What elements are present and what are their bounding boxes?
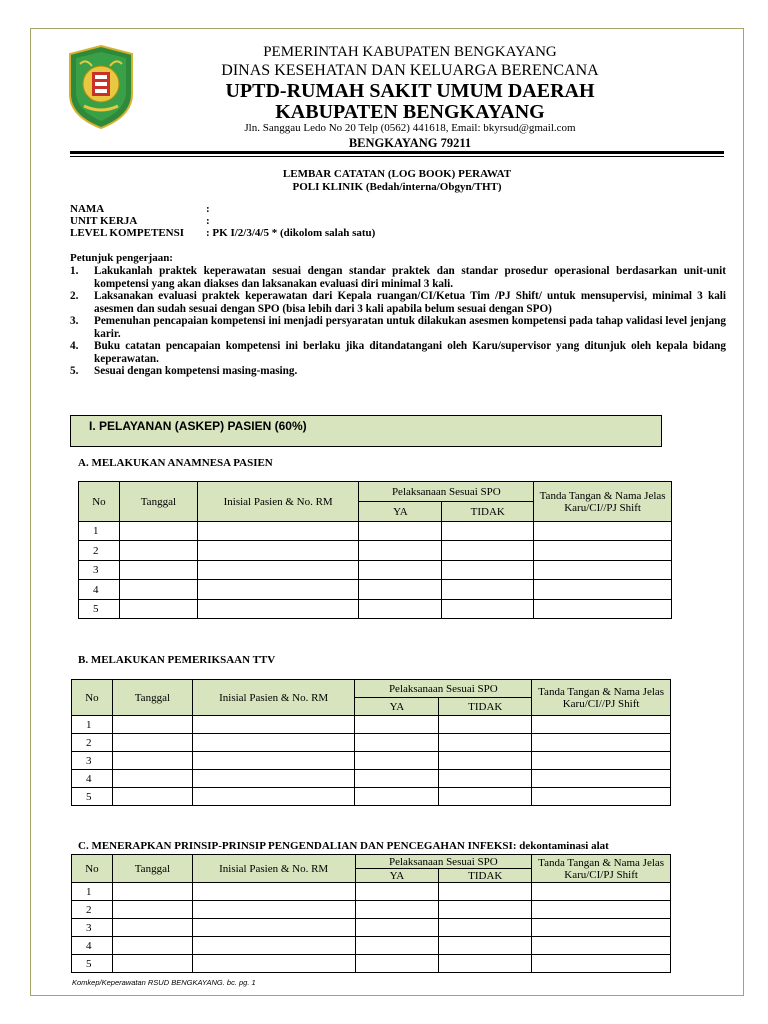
cell-tanda-tangan[interactable] (532, 883, 671, 901)
cell-ya[interactable] (355, 752, 439, 770)
col-header-pelaksanaan: Pelaksanaan Sesuai SPO (359, 482, 534, 502)
instruction-text: Pemenuhan pencapaian kompetensi ini menjadi persyaratan untuk dilakukan asesmen kompetensi pada tahap validasi level jenjang karir. (94, 315, 726, 340)
cell-inisial[interactable] (192, 955, 355, 973)
cell-ya[interactable] (355, 883, 439, 901)
cell-tidak[interactable] (442, 600, 534, 619)
cell-tidak[interactable] (442, 561, 534, 580)
instruction-text: Lakukanlah praktek keperawatan sesuai dengan standar praktek dan standar prosedur operasional berdasarkan unit-unit kompetensi yang akan diakses dan laksanakan evaluasi diri minimal 3 kali. (94, 265, 726, 290)
row-number: 3 (79, 561, 120, 580)
row-number: 5 (79, 600, 120, 619)
instruction-item (70, 265, 726, 290)
table-row (79, 580, 672, 600)
row-number: 2 (72, 901, 113, 919)
cell-ya[interactable] (359, 522, 442, 541)
row-number: 4 (79, 580, 120, 600)
cell-ya[interactable] (355, 955, 439, 973)
row-number: 4 (72, 770, 113, 788)
cell-tanda-tangan[interactable] (534, 541, 672, 561)
row-number: 1 (79, 522, 120, 541)
header-rule-thin (70, 156, 724, 157)
row-number: 4 (72, 937, 113, 955)
table-row (72, 716, 671, 734)
logbook-table-c (71, 854, 671, 973)
col-header-pelaksanaan: Pelaksanaan Sesuai SPO (355, 680, 532, 698)
cell-inisial[interactable] (192, 919, 355, 937)
cell-ya[interactable] (359, 561, 442, 580)
cell-tidak[interactable] (439, 770, 532, 788)
table-row (72, 883, 671, 901)
field-value: : PK I/2/3/4/5 * (dikolom salah satu) (206, 227, 376, 239)
header-regency: KABUPATEN BENGKAYANG (275, 101, 545, 123)
cell-tanggal[interactable] (112, 937, 192, 955)
instruction-number: 3. (70, 315, 79, 327)
header-rule-thick (70, 151, 724, 154)
cell-inisial[interactable] (197, 561, 359, 580)
row-number: 5 (72, 955, 113, 973)
cell-tidak[interactable] (439, 788, 532, 806)
row-number: 3 (72, 919, 113, 937)
row-number: 2 (79, 541, 120, 561)
logbook-table-a (78, 481, 672, 619)
field-value: : (206, 203, 210, 215)
cell-inisial[interactable] (192, 716, 355, 734)
cell-tanda-tangan[interactable] (534, 561, 672, 580)
cell-tidak[interactable] (442, 522, 534, 541)
cell-tanda-tangan[interactable] (532, 752, 671, 770)
col-header-tidak: TIDAK (442, 502, 534, 522)
cell-ya[interactable] (355, 901, 439, 919)
row-number: 1 (72, 883, 113, 901)
col-header-ya: YA (355, 698, 439, 716)
cell-inisial[interactable] (192, 883, 355, 901)
cell-tanggal[interactable] (112, 752, 192, 770)
table-row (72, 937, 671, 955)
cell-tanda-tangan[interactable] (534, 522, 672, 541)
col-header-inisial: Inisial Pasien & No. RM (192, 680, 355, 716)
cell-ya[interactable] (355, 788, 439, 806)
col-header-pelaksanaan: Pelaksanaan Sesuai SPO (355, 855, 532, 869)
header-department: DINAS KESEHATAN DAN KELUARGA BERENCANA (221, 62, 599, 79)
cell-inisial[interactable] (197, 580, 359, 600)
field-label: LEVEL KOMPETENSI (70, 227, 185, 239)
cell-tidak[interactable] (439, 734, 532, 752)
cell-ya[interactable] (355, 734, 439, 752)
table-row (72, 901, 671, 919)
cell-tanggal[interactable] (112, 955, 192, 973)
col-header-inisial: Inisial Pasien & No. RM (197, 482, 359, 522)
row-number: 3 (72, 752, 113, 770)
cell-tanggal[interactable] (112, 716, 192, 734)
cell-tanggal[interactable] (112, 788, 192, 806)
cell-inisial[interactable] (197, 522, 359, 541)
cell-tanda-tangan[interactable] (532, 770, 671, 788)
table-row (72, 752, 671, 770)
subsection-title-b: B. MELAKUKAN PEMERIKSAAN TTV (78, 654, 276, 666)
cell-tanggal[interactable] (112, 734, 192, 752)
cell-ya[interactable] (355, 770, 439, 788)
instruction-number: 5. (70, 365, 79, 377)
col-header-no: No (72, 680, 113, 716)
cell-tanda-tangan[interactable] (532, 919, 671, 937)
document-title: LEMBAR CATATAN (LOG BOOK) PERAWAT (282, 168, 512, 180)
field-value: : (206, 215, 210, 227)
cell-tanggal[interactable] (119, 541, 197, 561)
header-city: BENGKAYANG 79211 (348, 136, 472, 150)
header-address: Jln. Sanggau Ledo No 20 Telp (0562) 441618, Email: bkyrsud@gmail.com (244, 122, 576, 134)
col-header-no: No (72, 855, 113, 883)
table-row (72, 788, 671, 806)
section-heading-pelayanan: I. PELAYANAN (ASKEP) PASIEN (60%) (70, 415, 662, 447)
cell-tanggal[interactable] (112, 770, 192, 788)
row-number: 5 (72, 788, 113, 806)
col-header-tanda-tangan: Tanda Tangan & Nama Jelas Karu/CI/PJ Shift (532, 855, 671, 883)
cell-ya[interactable] (359, 580, 442, 600)
cell-tanda-tangan[interactable] (532, 955, 671, 973)
instructions-list (70, 265, 726, 378)
page-footer: Komkep/Keperawatan RSUD BENGKAYANG. bc. pg. 1 (72, 978, 256, 987)
cell-inisial[interactable] (197, 541, 359, 561)
cell-tanggal[interactable] (119, 580, 197, 600)
cell-tanda-tangan[interactable] (532, 716, 671, 734)
table-row (79, 600, 672, 619)
cell-inisial[interactable] (192, 734, 355, 752)
instruction-text: Sesuai dengan kompetensi masing-masing. (94, 365, 298, 377)
instruction-number: 2. (70, 290, 79, 302)
cell-ya[interactable] (359, 600, 442, 619)
field-nama (70, 203, 210, 215)
table-row (79, 522, 672, 541)
instruction-item (70, 315, 726, 340)
cell-tanggal[interactable] (119, 561, 197, 580)
cell-tanda-tangan[interactable] (534, 580, 672, 600)
header-government: PEMERINTAH KABUPATEN BENGKAYANG (263, 44, 557, 60)
instructions-title: Petunjuk pengerjaan: (70, 252, 173, 264)
col-header-tanggal: Tanggal (112, 855, 192, 883)
instruction-item (70, 365, 726, 378)
cell-tanda-tangan[interactable] (532, 901, 671, 919)
instruction-number: 1. (70, 265, 79, 277)
bengkayang-regency-emblem-icon (66, 44, 136, 130)
col-header-tidak: TIDAK (439, 698, 532, 716)
cell-tanda-tangan[interactable] (534, 600, 672, 619)
cell-inisial[interactable] (197, 600, 359, 619)
table-row (72, 770, 671, 788)
cell-ya[interactable] (359, 541, 442, 561)
cell-tidak[interactable] (439, 955, 532, 973)
instruction-text: Buku catatan pencapaian kompetensi ini berlaku jika ditandatangani oleh Karu/supervisor yang ditunjuk oleh kepala bidang keperawatan. (94, 340, 726, 365)
instruction-text: Laksanakan evaluasi praktek keperawatan dari Kepala ruangan/CI/Ketua Tim /PJ Shift/ untuk mensupervisi, minimal 3 kali asesmen dan sudah sesuai dengan SPO (bisa lebih dari 3 kali apabila belum sesuai dengan SPO) (94, 290, 726, 315)
cell-tanggal[interactable] (119, 522, 197, 541)
field-level-kompetensi (70, 227, 375, 239)
table-row (79, 541, 672, 561)
cell-ya[interactable] (355, 716, 439, 734)
cell-tidak[interactable] (439, 901, 532, 919)
instruction-item (70, 340, 726, 365)
col-header-tanda-tangan: Tanda Tangan & Nama Jelas Karu/CI//PJ Shift (532, 680, 671, 716)
field-label: NAMA (70, 203, 105, 215)
cell-tidak[interactable] (442, 580, 534, 600)
cell-tanda-tangan[interactable] (532, 788, 671, 806)
cell-inisial[interactable] (192, 770, 355, 788)
subsection-title-a: A. MELAKUKAN ANAMNESA PASIEN (78, 457, 273, 469)
col-header-tidak: TIDAK (439, 869, 532, 883)
cell-tidak[interactable] (439, 716, 532, 734)
cell-tidak[interactable] (439, 919, 532, 937)
cell-tidak[interactable] (439, 883, 532, 901)
table-row (72, 734, 671, 752)
cell-tidak[interactable] (439, 752, 532, 770)
cell-tidak[interactable] (442, 541, 534, 561)
cell-tanggal[interactable] (112, 883, 192, 901)
col-header-no: No (79, 482, 120, 522)
cell-tanggal[interactable] (112, 901, 192, 919)
document-subtitle: POLI KLINIK (Bedah/interna/Obgyn/THT) (292, 181, 502, 193)
row-number: 2 (72, 734, 113, 752)
subsection-title-c: C. MENERAPKAN PRINSIP-PRINSIP PENGENDALIAN DAN PENCEGAHAN INFEKSI: dekontaminasi alat (78, 840, 609, 852)
field-unit-kerja (70, 215, 210, 227)
field-label: UNIT KERJA (70, 215, 138, 227)
col-header-tanggal: Tanggal (119, 482, 197, 522)
cell-inisial[interactable] (192, 788, 355, 806)
header-hospital: UPTD-RUMAH SAKIT UMUM DAERAH (225, 80, 595, 102)
table-row (72, 955, 671, 973)
cell-tidak[interactable] (439, 937, 532, 955)
table-row (72, 919, 671, 937)
cell-tanggal[interactable] (112, 919, 192, 937)
table-row (79, 561, 672, 580)
cell-inisial[interactable] (192, 752, 355, 770)
instruction-number: 4. (70, 340, 79, 352)
cell-tanda-tangan[interactable] (532, 937, 671, 955)
col-header-tanda-tangan: Tanda Tangan & Nama Jelas Karu/CI//PJ Shift (534, 482, 672, 522)
cell-inisial[interactable] (192, 901, 355, 919)
col-header-inisial: Inisial Pasien & No. RM (192, 855, 355, 883)
col-header-tanggal: Tanggal (112, 680, 192, 716)
logbook-table-b (71, 679, 671, 806)
col-header-ya: YA (359, 502, 442, 522)
cell-tanda-tangan[interactable] (532, 734, 671, 752)
instruction-item (70, 290, 726, 315)
cell-tanggal[interactable] (119, 600, 197, 619)
col-header-ya: YA (355, 869, 439, 883)
cell-inisial[interactable] (192, 937, 355, 955)
cell-ya[interactable] (355, 919, 439, 937)
row-number: 1 (72, 716, 113, 734)
cell-ya[interactable] (355, 937, 439, 955)
